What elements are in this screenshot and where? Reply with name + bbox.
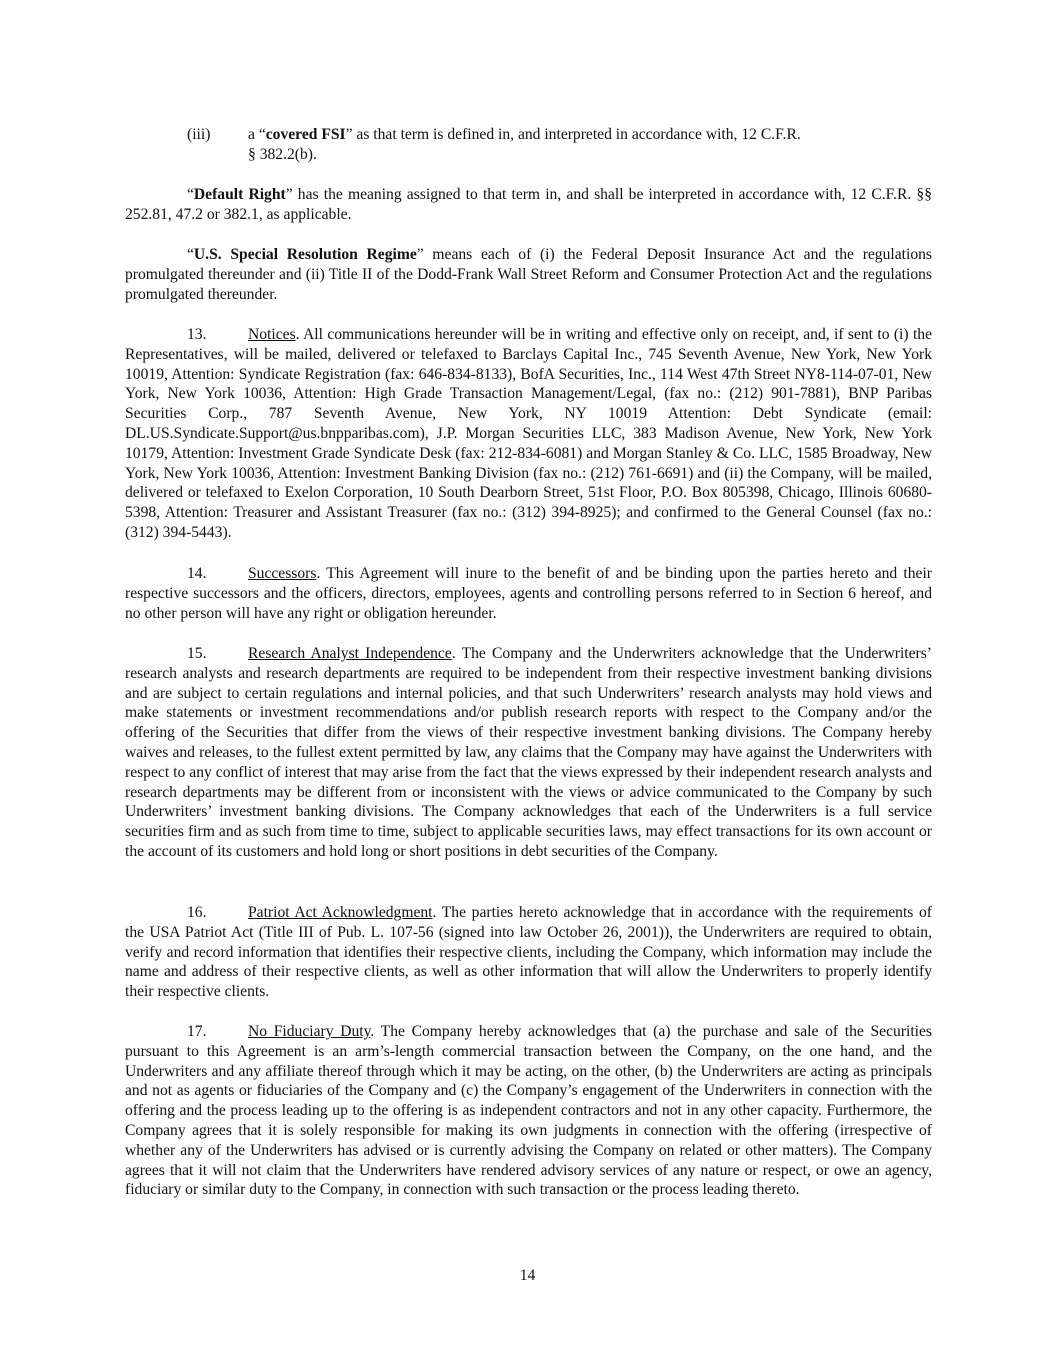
section-15-research-analyst-independence — [125, 644, 932, 862]
section-17-no-fiduciary-duty — [125, 1022, 932, 1200]
section-heading: No Fiduciary Duty — [248, 1023, 371, 1040]
section-number: 15. — [187, 645, 207, 662]
defined-term-default-right: Default Right — [193, 186, 286, 203]
section-14-successors — [125, 564, 932, 623]
section-text: . This Agreement will inure to the benefit of and be binding upon the parties hereto and their respective successors and the officers, directors, employees, agents and controlling persons referred to in Section 6 hereof, and no other person will have any right or obligation hereunder. — [125, 565, 932, 622]
section-heading: Successors — [248, 565, 317, 582]
section-text: . The parties hereto acknowledge that in accordance with the requirements of the USA Patriot Act (Title III of Pub. L. 107-56 (signed into law October 26, 2001)), the Underwriters are required to obtain, verify and record information that identifies their respective clients, including the Company, which information may include the name and address of their respective clients, as well as other information that will allow the Underwriters to properly identify their respective clients. — [125, 904, 932, 1001]
definition-text: ” has the meaning assigned to that term in, and shall be interpreted in accordance with, 12 C.F.R. §§ 252.81, 47.2 or 382.1, as applicable. — [125, 186, 933, 223]
section-heading: Patriot Act Acknowledgment — [248, 904, 433, 921]
section-number: 17. — [187, 1023, 207, 1040]
section-heading: Notices — [248, 326, 296, 343]
clause-text-pre: a “ — [248, 126, 266, 143]
section-number: 13. — [187, 326, 207, 343]
definition-text: ” means each of (i) the Federal Deposit Insurance Act and the regulations promulgated thereunder and (ii) Title II of the Dodd-Frank Wall Street Reform and Consumer Protection Act and the regulations promulgated thereunder. — [125, 246, 932, 303]
defined-term-us-special-resolution-regime: U.S. Special Resolution Regime — [193, 246, 417, 263]
section-13-notices — [125, 325, 932, 543]
section-text: . The Company and the Underwriters acknowledge that the Underwriters’ research analysts and research departments are required to be independent from their respective investment banking divisions and are subject to certain regulations and internal policies, and that such Underwriters’ research analysts may hold views and make statements or investment recommendations and/or publish research reports with respect to the Company and/or the offering of the Securities that differ from the views of their respective investment banking divisions. The Company hereby waives and releases, to the fullest extent permitted by law, any claims that the Company may have against the Underwriters with respect to any conflict of interest that may arise from the fact that the views expressed by their independent research analysts and research departments may be different from or inconsistent with the views or advice communicated to the Company by such Underwriters’ investment banking divisions. The Company acknowledges that each of the Underwriters is a full service securities firm and as such from time to time, subject to applicable securities laws, may effect transactions for its own account or the account of its customers and hold long or short positions in debt securities of the Company. — [125, 645, 932, 860]
section-number: 16. — [187, 904, 207, 921]
page-number: 14 — [519, 1267, 536, 1284]
section-heading: Research Analyst Independence — [248, 645, 452, 662]
clause-text — [248, 125, 908, 165]
open-quote: “ — [187, 186, 194, 203]
definition-us-special-resolution-regime — [125, 245, 932, 304]
defined-term-covered-fsi: covered FSI — [265, 126, 346, 143]
section-16-patriot-act-acknowledgment — [125, 903, 932, 1002]
open-quote: “ — [187, 246, 194, 263]
section-number: 14. — [187, 565, 207, 582]
definition-default-right — [125, 185, 932, 225]
section-text: . The Company hereby acknowledges that (a) the purchase and sale of the Securities pursuant to this Agreement is an arm’s-length commercial transaction between the Company, on the one hand, and the Underwriters and any affiliate thereof through which it may be acting, on the other, (b) the Underwriters are acting as principals and not as agents or fiduciaries of the Company and (c) the Company’s engagement of the Underwriters in connection with the offering and the process leading up to the offering is as independent contractors and not in any other capacity. Furthermore, the Company agrees that it is solely responsible for making its own judgments in connection with the offering (irrespective of whether any of the Underwriters has advised or is currently advising the Company on related or other matters). The Company agrees that it will not claim that the Underwriters have rendered advisory services of any nature or respect, or owe an agency, fiduciary or similar duty to the Company, in connection with such transaction or the process leading thereto. — [125, 1023, 932, 1199]
section-text: . All communications hereunder will be in writing and effective only on receipt, and, if sent to (i) the Representatives, will be mailed, delivered or telefaxed to Barclays Capital Inc., 745 Seventh Avenue, New York, New York 10019, Attention: Syndicate Registration (fax: 646-834-8133), BofA Securities, Inc., 114 West 47th Street NY8-114-07-01, New York, New York 10036, Attention: High Grade Transaction Management/Legal, (fax no.: (212) 901-7881), BNP Paribas Securities Corp., 787 Seventh Avenue, New York, NY 10019 Attention: Debt Syndicate (email: DL.US.Syndicate.Support@us.bnpparibas.com), J.P. Morgan Securities LLC, 383 Madison Avenue, New York, New York 10179, Attention: Investment Grade Syndicate Desk (fax: 212-834-6081) and Morgan Stanley & Co. LLC, 1585 Broadway, New York, New York 10036, Attention: Investment Banking Division (fax no.: (212) 761-6691) and (ii) the Company, will be mailed, delivered or telefaxed to Exelon Corporation, 10 South Dearborn Street, 51st Floor, P.O. Box 805398, Chicago, Illinois 60680-5398, Attention: Treasurer and Assistant Treasurer (fax no.: (312) 394-8925); and confirmed to the General Counsel (fax no.: (312) 394-5443). — [125, 326, 932, 541]
clause-text-line2: § 382.2(b). — [248, 145, 317, 163]
clause-number: (iii) — [187, 126, 211, 143]
clause-text-post: ” as that term is defined in, and interpreted in accordance with, 12 C.F.R. — [345, 126, 801, 143]
